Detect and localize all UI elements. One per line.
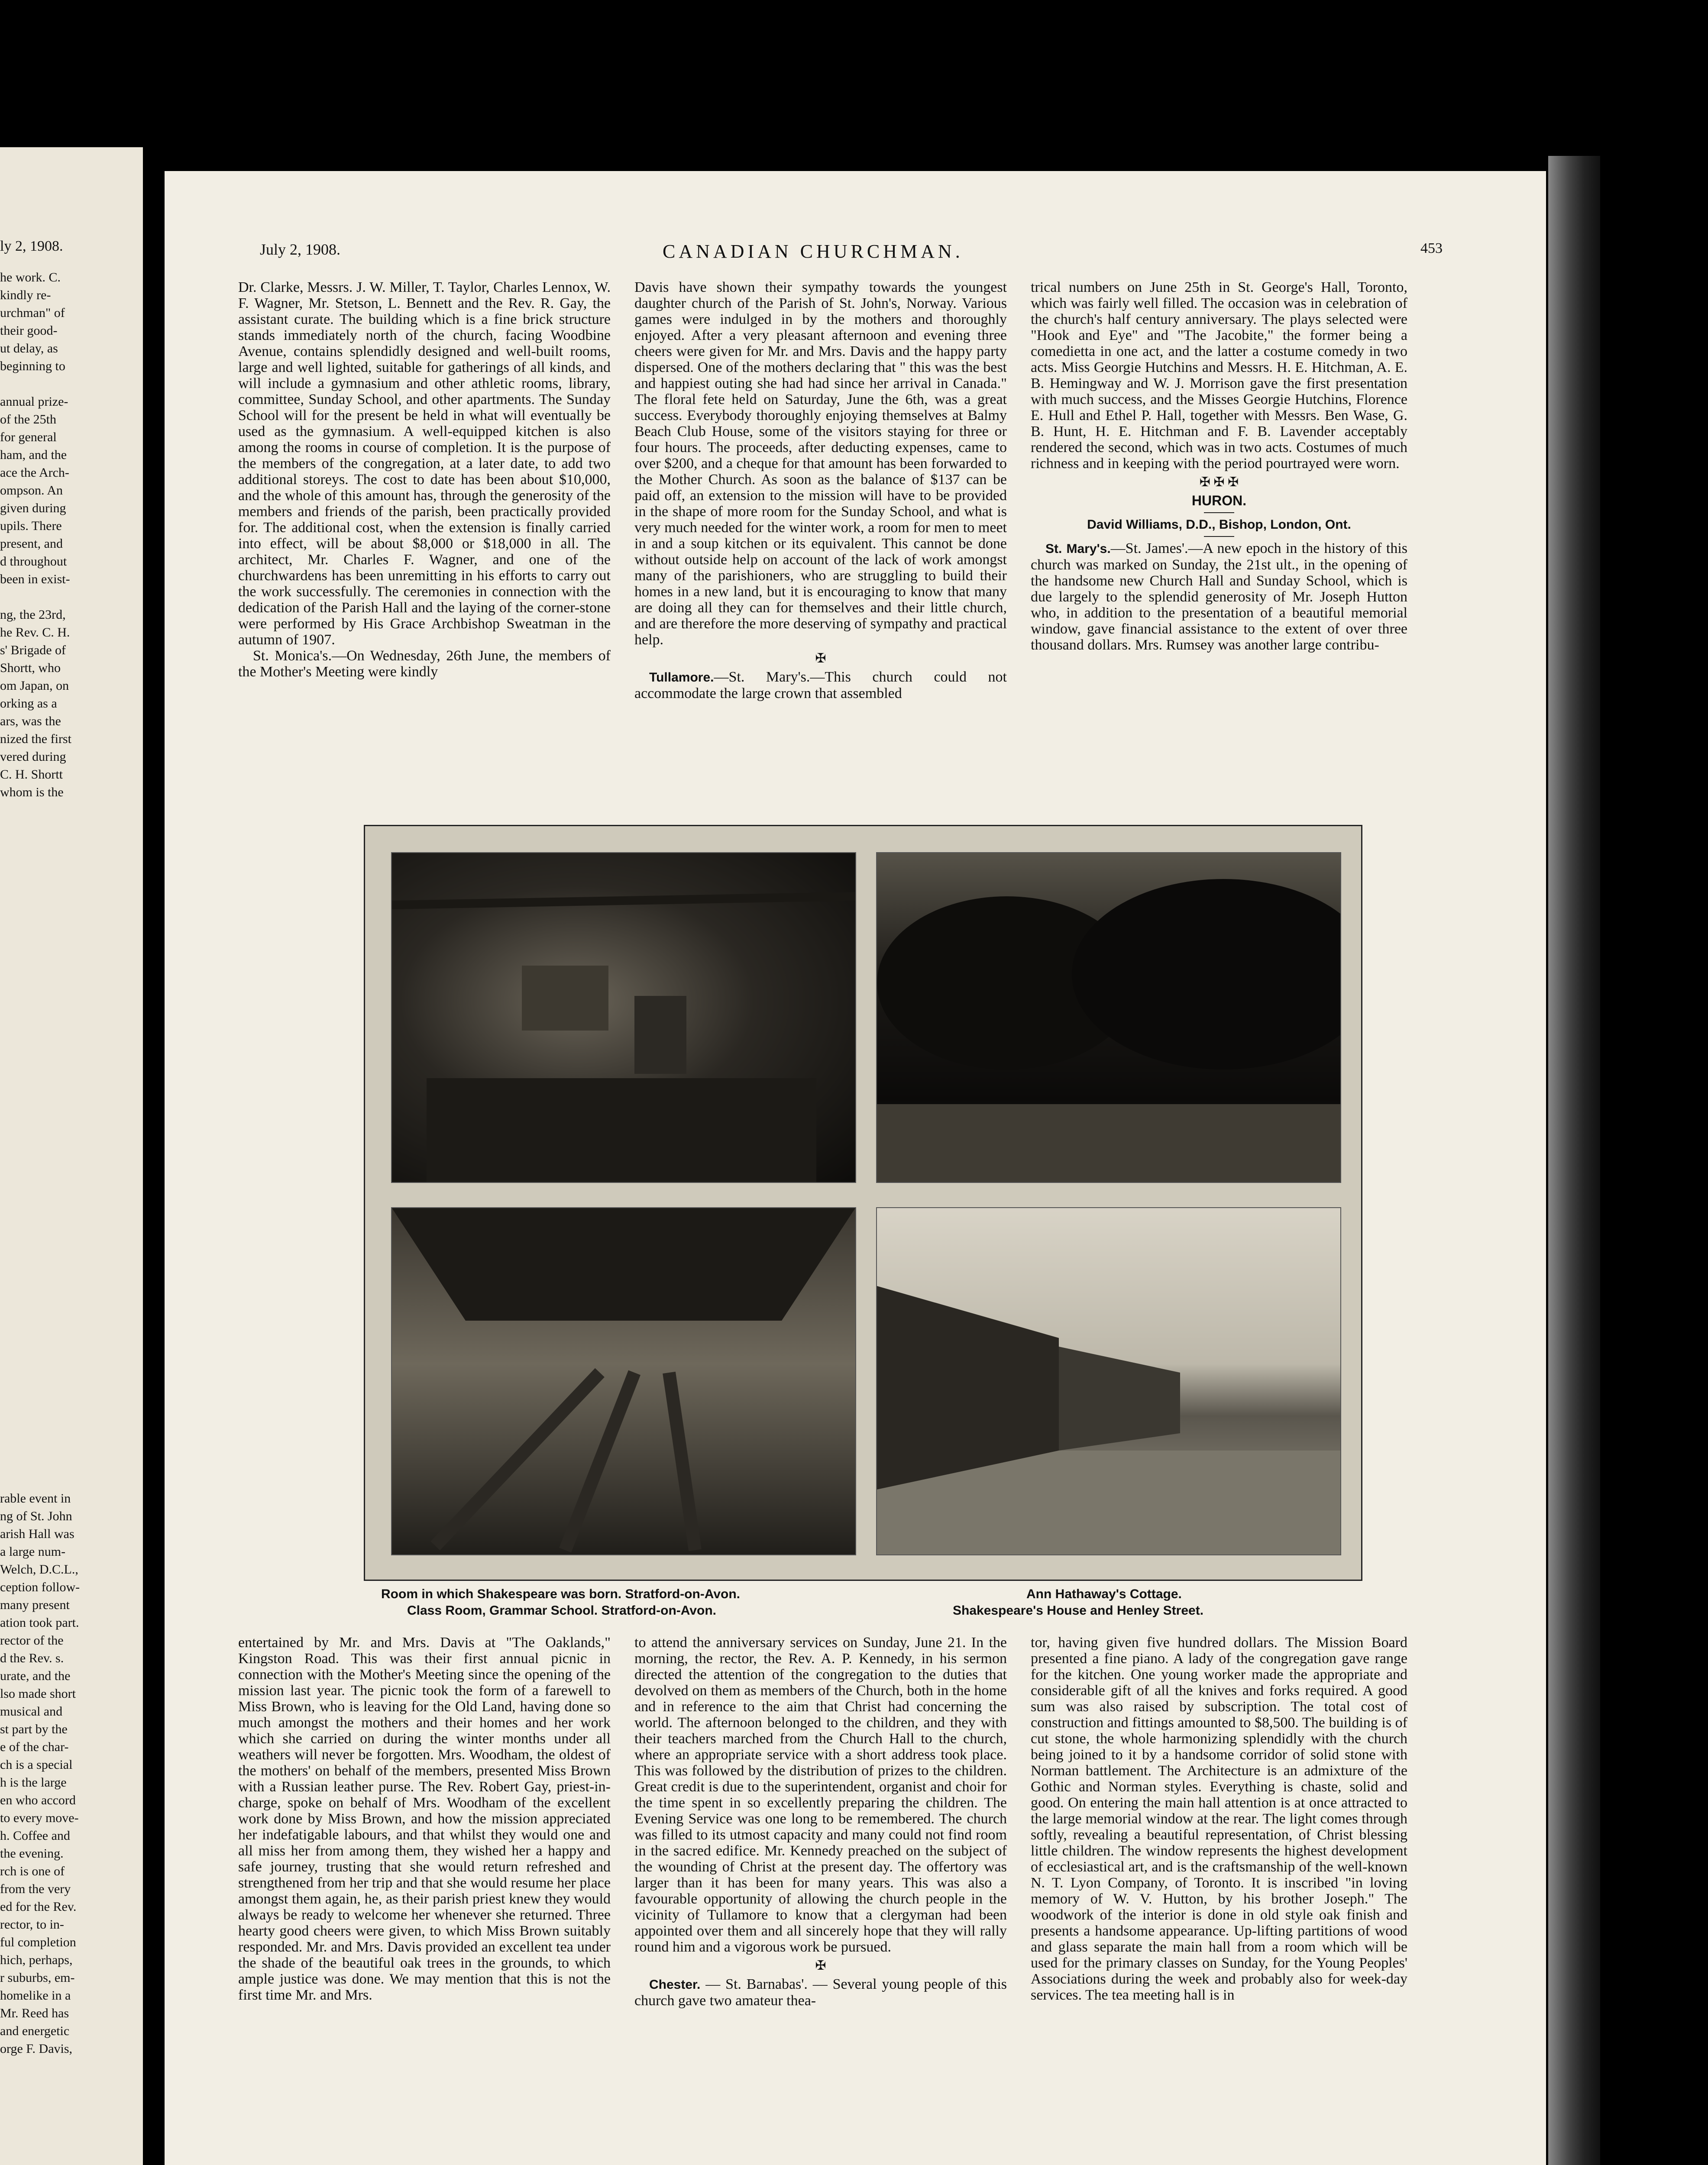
header-title: CANADIAN CHURCHMAN. <box>663 241 964 262</box>
left-page-line: he Rev. C. H. <box>0 625 70 640</box>
tullamore-text: —St. Mary's.—This church could not accommodate the large crown that assembled <box>634 669 1007 701</box>
left-page-line: annual prize- <box>0 394 68 409</box>
left-page-line: musical and <box>0 1704 63 1719</box>
chester-paragraph <box>634 1976 1007 2009</box>
left-page-line: d throughout <box>0 554 67 569</box>
left-page-line: st part by the <box>0 1722 68 1736</box>
left-page-line: om Japan, on <box>0 679 69 693</box>
left-page-line: ation took part. <box>0 1616 79 1630</box>
lower-column-2 <box>634 1635 1007 2009</box>
left-page-line: ful completion <box>0 1935 76 1949</box>
bottom-col1-paragraph: entertained by Mr. and Mrs. Davis at "The Oaklands," Kingston Road. This was their first annual picnic in connection with the Mother's Meeting since the opening of the mission last year. The picnic took the form of a farewell to Miss Brown, who is leaving for the Old Land, having done so much amongst the mothers and their homes and her work which she carried on during the winter months under all weathers will never be forgotten. Mrs. Woodham, the oldest of the mothers' on behalf of the members, presented Miss Brown with a Russian leather purse. The Rev. Robert Gay, priest-in-charge, spoke on behalf of Mrs. Woodham of the excellent work done by Miss Brown, and how the mission appreciated her indefatigable labours, and that whilst they would one and all miss her from among them, they wished her a happy and safe journey, trusting that she would return refreshed and strengthened from her trip and that she would resume her place amongst them again, he, as their parish priest knew they would always be ready to welcome her whenever she returned. Three hearty good cheers were given, to which Miss Brown suitably responded. Mr. and Mrs. Davis provided an excellent tea under the shade of the beautiful oak trees in the grounds, to which ample justice was done. We may mention that this is not the first time Mr. and Mrs. <box>238 1635 611 2003</box>
book-spine <box>1548 156 1600 2165</box>
street-illustration <box>877 1208 1340 1554</box>
col1-paragraph: St. Monica's.—On Wednesday, 26th June, the members of the Mother's Meeting were kindly <box>238 648 611 680</box>
left-page-line: ars, was the <box>0 714 61 728</box>
left-page-line: homelike in a <box>0 1988 71 2003</box>
left-page-line: given during <box>0 501 66 515</box>
classroom-illustration <box>392 1208 855 1554</box>
left-page-line: for general <box>0 430 57 444</box>
left-page-line: rector of the <box>0 1633 64 1648</box>
left-facing-page <box>0 147 143 2165</box>
bishop-line: David Williams, D.D., Bishop, London, Ont. <box>1087 517 1351 532</box>
col3-paragraph: trical numbers on June 25th in St. George's Hall, Toronto, which was fairly well filled. The occasion was in celebration of the church's half century anniversary. The plays selected were "Hook and Eye" and "The Jacobite," the former being a comedietta in one act, and the latter a costume comedy in two acts. Miss Georgie Hutchins and Messrs. H. E. Hitchman, A. E. B. Hemingway and W. J. Morrison gave the first presentation with much success, and the Misses Georgie Hutchins, Florence E. Hull and Ethel P. Hall, together with Messrs. Ben Wase, G. B. Hunt, H. E. Hitchman and F. B. Lavender acceptably rendered the second, which was in two acts. Costumes of much richness and in keeping with the period pourtrayed were worn. <box>1031 279 1407 472</box>
left-page-line: e of the char- <box>0 1740 69 1754</box>
left-page-line: orking as a <box>0 696 57 711</box>
left-page-line: s' Brigade of <box>0 643 66 657</box>
newspaper-page <box>165 171 1546 2165</box>
left-page-line: ompson. An <box>0 483 63 498</box>
photo-shakespeare-house-henley-street <box>876 1207 1341 1555</box>
left-page-line: kindly re- <box>0 288 51 302</box>
left-page-line: Welch, D.C.L., <box>0 1562 78 1577</box>
st-marys-paragraph <box>1031 540 1407 653</box>
lower-column-1 <box>238 1635 611 2003</box>
left-page-line: many present <box>0 1598 70 1612</box>
photo-ann-hathaway-cottage <box>876 852 1341 1183</box>
section-heading-huron: HURON. <box>1191 493 1247 508</box>
upper-column-2 <box>634 279 1007 701</box>
left-page-line: urchman" of <box>0 306 65 320</box>
photo-captions <box>165 1587 1546 1622</box>
photo-plate <box>364 825 1362 1581</box>
left-page-line: urate, and the <box>0 1669 71 1683</box>
left-page-line: lso made short <box>0 1687 76 1701</box>
left-page-line: to every move- <box>0 1811 79 1825</box>
left-page-line: beginning to <box>0 359 65 373</box>
chester-heading: Chester. <box>649 1978 701 1992</box>
left-page-line: ham, and the <box>0 448 67 462</box>
left-page-line: hich, perhaps, <box>0 1953 73 1967</box>
left-page-line: nized the first <box>0 732 71 746</box>
left-page-line: the evening. <box>0 1846 64 1861</box>
left-page-line: upils. There <box>0 519 62 533</box>
room-illustration <box>392 853 855 1182</box>
left-page-line: ace the Arch- <box>0 465 69 480</box>
ornament-icon: ✠ <box>815 1958 826 1973</box>
caption-left-1: Room in which Shakespeare was born. Stratford-on-Avon. <box>381 1587 740 1601</box>
left-page-line: orge F. Davis, <box>0 2042 73 2056</box>
left-page-line: and energetic <box>0 2024 70 2038</box>
ornament-icon: ✠ ✠ ✠ <box>1199 475 1239 489</box>
left-page-line: h is the large <box>0 1775 67 1790</box>
divider <box>1204 512 1234 513</box>
left-page-line: rch is one of <box>0 1864 65 1878</box>
page-header <box>165 240 1546 266</box>
left-page-line: ut delay, as <box>0 341 58 355</box>
left-page-line: C. H. Shortt <box>0 767 63 782</box>
left-page-line: ed for the Rev. <box>0 1900 77 1914</box>
left-page-line: present, and <box>0 536 63 551</box>
caption-right-2: Shakespeare's House and Henley Street. <box>953 1603 1204 1618</box>
st-marys-text: —St. James'.—A new epoch in the history of this church was marked on Sunday, the 21st ult., in the opening of the handsome new Church Hall and Sunday School, which is due largely to the splendid generosity of Mr. Joseph Hutton who, in addition to the presentation of a beautiful memorial window, gave financial assistance to the extent of over three thousand dollars. Mrs. Rumsey was another large contribu- <box>1031 540 1407 653</box>
left-page-line: r suburbs, em- <box>0 1971 75 1985</box>
col2-paragraph: Davis have shown their sympathy towards the youngest daughter church of the Parish of St. John's, Norway. Various games were indulged in by the mothers and thoroughly enjoyed. After a very pleasant afternoon and evening three cheers were given for Mr. and Mrs. Davis and the happy party dispersed. One of the mothers declaring that " this was the best and happiest outing she had had since her arrival in Canada." The floral fete held on Saturday, June the 6th, was a great success. Everybody thoroughly enjoying themselves at Balmy Beach Club House, some of the visitors staying for three or four hours. The proceeds, after deducting expenses, came to over $200, and a cheque for that amount has been forwarded to the Mother Church. As soon as the balance of $137 can be paid off, an extension to the mission will have to be provided in the shape of more room for the Sunday School, and what is very much needed for the winter work, a room for men to meet in and a soup kitchen or its equivalent. This cannot be done without outside help on account of the lack of work amongst many of the parishioners, who are struggling to build their homes in a new land, but it is encouraging to know that many are doing all they can for themselves and their little church, and are therefore the more deserving of sympathy and practical help. <box>634 279 1007 648</box>
caption-right-1: Ann Hathaway's Cottage. <box>1026 1587 1182 1601</box>
left-page-line: ng, the 23rd, <box>0 607 66 622</box>
left-page-line: arish Hall was <box>0 1527 74 1541</box>
header-date: July 2, 1908. <box>260 241 341 258</box>
divider <box>1204 536 1234 537</box>
left-page-line: d the Rev. s. <box>0 1651 64 1665</box>
upper-column-1 <box>238 279 611 680</box>
col1-paragraph: Dr. Clarke, Messrs. J. W. Miller, T. Taylor, Charles Lennox, W. F. Wagner, Mr. Stetson, L. Bennett and the Rev. R. Gay, the assistant curate. The building which is a fine brick structure stands immediately north of the church, facing Woodbine Avenue, contains splendidly designed and well-built rooms, large and well lighted, suitable for gatherings of all kinds, and will include a gymnasium and other athletic rooms, library, committee, Sunday School, and other apartments. The Sunday School will for the present be held in what will eventually be used as the gymnasium. A well-equipped kitchen is also among the rooms in course of completion. It is the purpose of the members of the congregation, at a later date, to add two additional storeys. The cost to date has been about $10,000, and the whole of this amount has, through the generosity of the members and friends of the parish, been practically provided for. The additional cost, when the extension is finally carried into effect, will be about $8,000 or $18,000 in all. The architect, Mr. Charles F. Wagner, and one of the churchwardens has been unremitting in his efforts to carry out the work successfully. The ceremonies in connection with the dedication of the Parish Hall and the laying of the corner-stone were performed by His Grace Archbishop Sweatman in the autumn of 1907. <box>238 279 611 648</box>
caption-left-2: Class Room, Grammar School. Stratford-on-Avon. <box>407 1603 716 1618</box>
left-page-line: from the very <box>0 1882 71 1896</box>
ornament-icon: ✠ <box>815 651 826 666</box>
photo-shakespeare-birth-room <box>391 852 856 1183</box>
left-page-line: ng of St. John <box>0 1509 72 1523</box>
col2-tullamore-paragraph <box>634 669 1007 701</box>
left-page-header: ly 2, 1908. <box>0 238 63 254</box>
left-page-line: en who accord <box>0 1793 76 1807</box>
tullamore-heading: Tullamore. <box>649 670 714 685</box>
left-page-line: ch is a special <box>0 1758 73 1772</box>
left-page-line: Shortt, who <box>0 661 61 675</box>
bottom-col3-paragraph: tor, having given five hundred dollars. The Mission Board presented a fine piano. A lady of the congregation gave range for the kitchen. One young worker made the appropriate and considerable gift of all the knives and forks required. A good sum was also raised by subscription. The total cost of construction and fittings amounted to $8,500. The building is of cut stone, the whole harmonizing splendidly with the church being joined to it by a handsome corridor of solid stone with Norman battlement. The Architecture is an admixture of the Gothic and Norman styles. Everything is chaste, solid and good. On entering the main hall attention is at once attracted to the large memorial window at the rear. The light comes through softly, revealing a beautiful representation, of Christ blessing little children. The window represents the highest development of ecclesiastical art, and is the craftsmanship of the well-known N. T. Lyon Company, of Toronto. It is inscribed "in loving memory of W. V. Hutton, by his brother Joseph." The woodwork of the interior is done in old style oak finish and presents a handsome appearance. Up-lifting partitions of wood and glass separate the main hall from a room which will be used for the primary classes on Sunday, for the Young Peoples' Associations during the week and probably also for week-day services. The tea meeting hall is in <box>1031 1635 1407 2003</box>
left-page-line: been in exist- <box>0 572 70 586</box>
left-page-line: h. Coffee and <box>0 1829 70 1843</box>
chester-text: — St. Barnabas'. — Several young people of this church gave two amateur thea- <box>634 1976 1007 2009</box>
st-marys-heading: St. Mary's. <box>1045 542 1111 556</box>
left-page-line: Mr. Reed has <box>0 2006 69 2020</box>
left-page-line: he work. C. <box>0 270 61 284</box>
left-page-line: a large num- <box>0 1545 66 1559</box>
left-page-line: vered during <box>0 750 66 764</box>
bottom-col2-paragraph: to attend the anniversary services on Sunday, June 21. In the morning, the rector, the Rev. A. P. Kennedy, in his sermon directed the attention of the congregation to the duties that devolved on them as members of the Church, both in the home and in reference to the aim that Christ had concerning the world. The afternoon belonged to the children, and they with their teachers marched from the Church Hall to the church, where an appropriate service with a short address took place. This was followed by the distribution of prizes to the children. Great credit is due to the superintendent, organist and choir for the time spent in so excellently preparing the children. The Evening Service was one long to be remembered. The church was filled to its utmost capacity and many could not find room in the sacred edifice. Mr. Kennedy preached on the subject of the wounding of Christ at the present day. The offertory was larger than it has been for many years. This was also a favourable opportunity of allowing the church people in the vicinity of Tullamore to know that a clergyman had been appointed over them and all sincerely hope that they will rally round him and a vigorous work be pursued. <box>634 1635 1007 1955</box>
left-page-line: whom is the <box>0 785 64 799</box>
photo-grammar-school-class-room <box>391 1207 856 1555</box>
page-number: 453 <box>1420 240 1443 256</box>
left-page-line: rector, to in- <box>0 1917 64 1932</box>
left-page-line: rable event in <box>0 1491 71 1506</box>
left-page-line: their good- <box>0 323 58 338</box>
left-page-line: ception follow- <box>0 1580 80 1594</box>
cottage-illustration <box>877 853 1340 1182</box>
upper-column-3 <box>1031 279 1407 653</box>
lower-column-3 <box>1031 1635 1407 2003</box>
left-page-line: of the 25th <box>0 412 56 427</box>
